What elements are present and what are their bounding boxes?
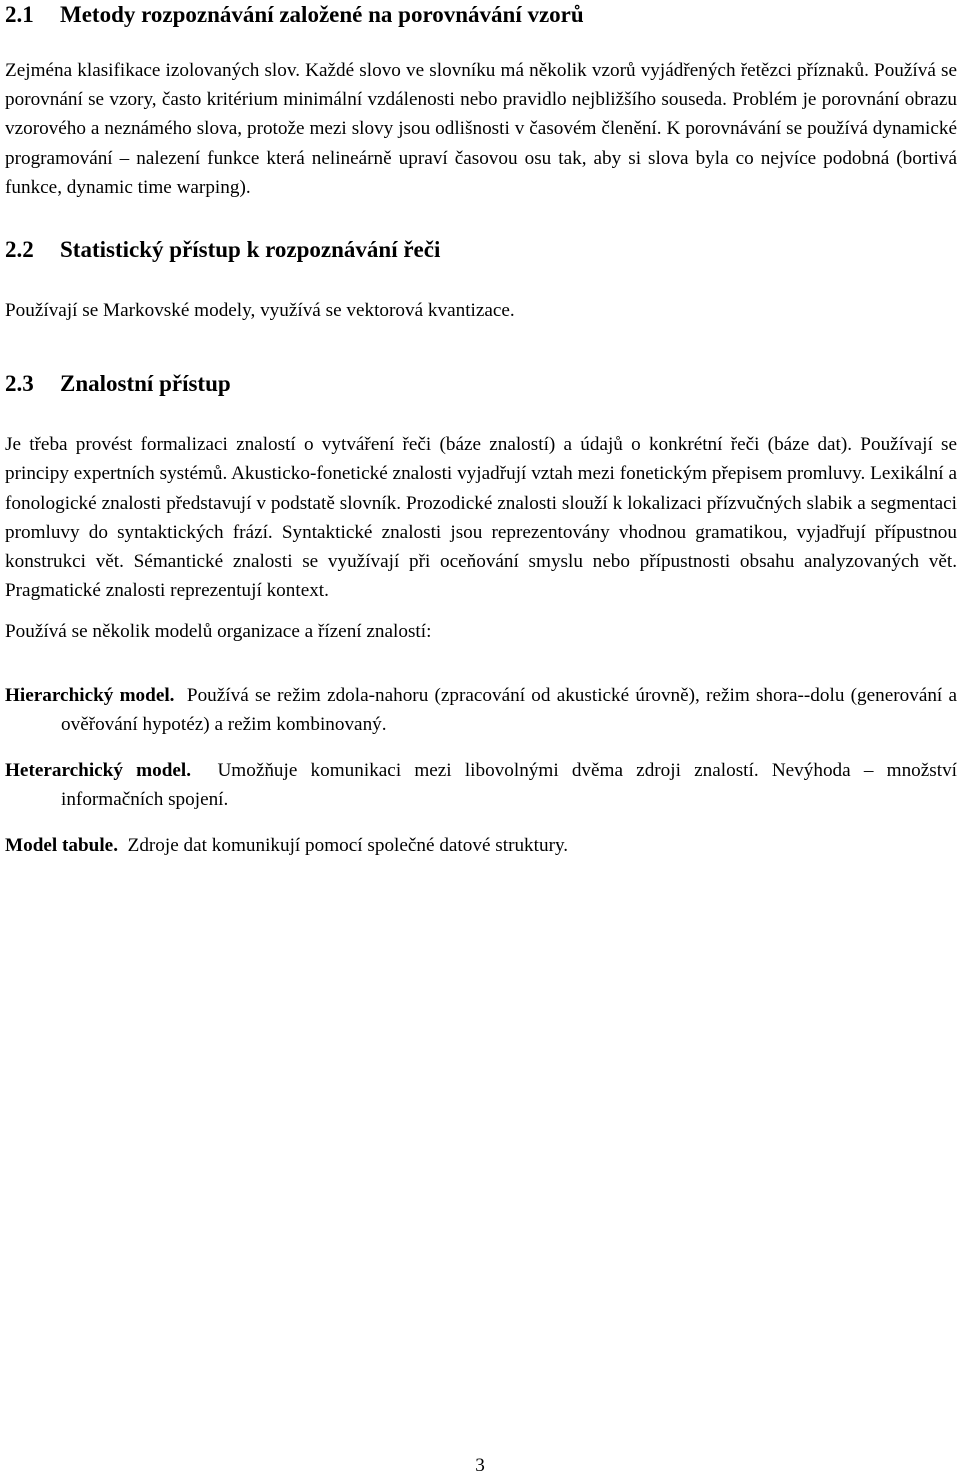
page-number: 3 [475, 1455, 485, 1476]
model-description: Umožňuje komunikaci mezi libovolnými dvěma zdroji znalostí. Nevýhoda – množství informačních spojení. [61, 760, 958, 811]
model-description: Používá se režim zdola-nahoru (zpracování od akustické úrovně), režim shora--dolu (generování a ověřování hypotéz) a režim kombinovaný. [61, 684, 958, 735]
section-number: 2.3 [5, 371, 34, 397]
document-page [5, 0, 957, 861]
section-heading-2-2 [5, 235, 957, 265]
paragraph-pattern-matching: Zejména klasifikace izolovaných slov. Každé slovo ve slovníku má několik vzorů vyjádřených řetězci příznaků. Používá se porovnání se vzory, často kritérium minimální vzdálenosti nebo pravidlo nejbližšího souseda. Problém je porovnání obrazu vzorového a neznámého slova, protože mezi slovy jsou odlišnosti v časovém členění. K porovnávání se používá dynamické programování – nalezení funkce která nelineárně upraví časovou osu tak, aby si slova byla co nejvíce podobná (bortivá funkce, dynamic time warping). [5, 60, 957, 198]
model-item-hierarchical [5, 681, 957, 739]
model-term: Hierarchický model. [5, 684, 175, 706]
section-title: Znalostní přístup [60, 371, 231, 397]
section-title: Statistický přístup k rozpoznávání řeči [60, 237, 441, 263]
section-number: 2.1 [5, 2, 34, 27]
paragraph-models-intro: Používá se několik modelů organizace a řízení znalostí: [5, 621, 432, 643]
paragraph-knowledge: Je třeba provést formalizaci znalostí o vytváření řeči (báze znalostí) a údajů o konkrétní řeči (báze dat). Používají se principy expertních systémů. Akusticko-fonetické znalosti vyjadřují vztah mezi fonetickým přepisem promluvy. Lexikální a fonologické znalosti představují v podstatě slovník. Prozodické znalosti slouží k lokalizaci přízvučných slabik a segmentaci promluvy do syntaktických frází. Syntaktické znalosti jsou reprezentovány vhodnou gramatikou, vyjadřují přípustnou konstrukci vět. Sémantické znalosti se využívají při oceňování smyslu nebo přípustnosti obsahu analyzovaných vět. Pragmatické znalosti reprezentují kontext. [5, 434, 957, 602]
model-description: Zdroje dat komunikují pomocí společné datové struktury. [127, 835, 569, 857]
model-term: Heterarchický model. [5, 760, 192, 782]
paragraph-statistical: Používají se Markovské modely, využívá se vektorová kvantizace. [5, 300, 515, 322]
model-term: Model tabule. [5, 835, 118, 857]
section-heading-2-1 [5, 0, 957, 30]
section-heading-2-3 [5, 369, 957, 399]
model-item-blackboard [5, 831, 957, 860]
model-item-heterarchical [5, 756, 957, 814]
section-number: 2.2 [5, 237, 34, 263]
section-title: Metody rozpoznávání založené na porovnávání vzorů [60, 2, 584, 27]
